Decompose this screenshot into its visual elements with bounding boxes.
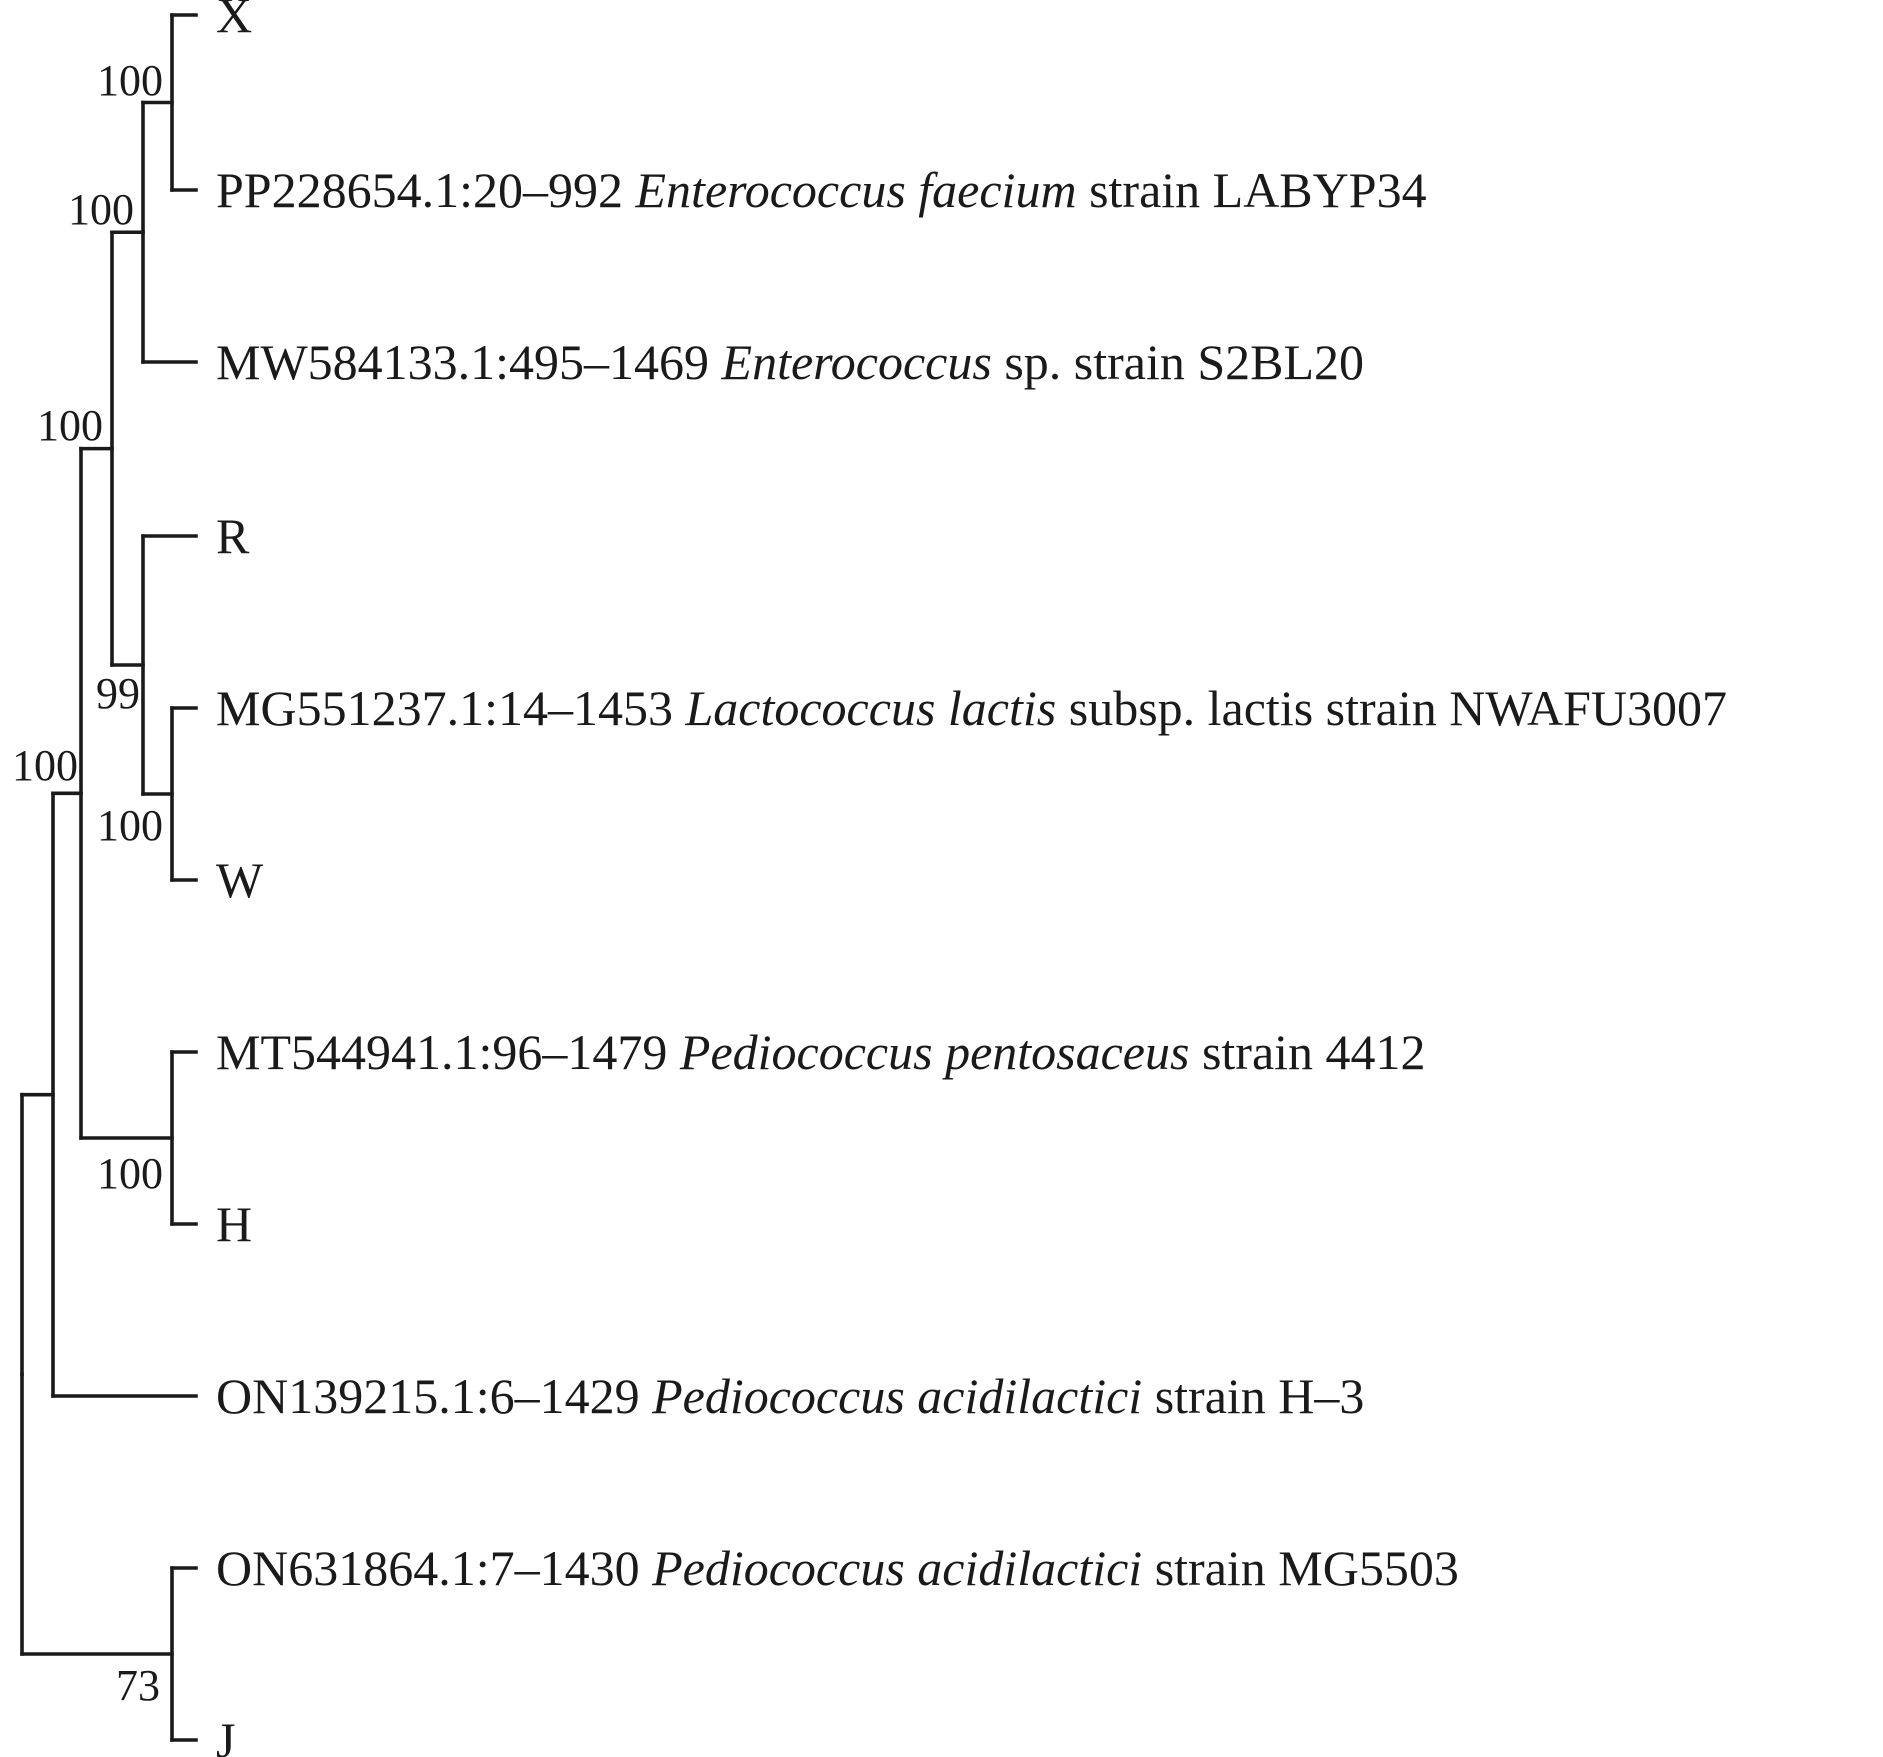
bootstrap-c_mt_h: 100 [97,1149,163,1198]
bootstrap-c_r_mg_w: 99 [96,669,140,718]
leaf-label-part: Pediococcus pentosaceus [679,1024,1190,1080]
leaf-label-part: Enterococcus [721,334,992,390]
leaf-label-part: strain LABYP34 [1076,162,1427,218]
bootstrap-c_ent_lacto: 100 [37,401,103,450]
leaf-label-part: MW584133.1:495–1469 [216,334,722,390]
leaf-label-part: subsp. lactis strain NWAFU3007 [1056,680,1728,736]
bootstrap-c_core: 100 [12,741,78,790]
bootstrap-c_on631_j: 73 [116,1661,160,1710]
leaf-label-part: strain MG5503 [1142,1540,1459,1596]
leaf-label-MW584133 [216,334,1364,390]
leaf-label-ON631864 [216,1540,1459,1596]
leaf-label-H [216,1196,252,1252]
leaf-label-part: X [216,0,253,43]
leaf-label-part: MG551237.1:14–1453 [216,680,686,736]
leaf-label-part: ON139215.1:6–1429 [216,1368,653,1424]
leaf-label-part: Enterococcus faecium [635,162,1077,218]
leaf-label-X [216,0,252,43]
leaf-label-part: Pediococcus acidilactici [652,1540,1143,1596]
leaf-label-part: MT544941.1:96–1479 [216,1024,680,1080]
leaf-label-PP228654 [216,162,1427,218]
leaf-label-J [216,1712,235,1757]
leaf-labels [216,0,1727,1757]
leaf-label-part: sp. strain S2BL20 [991,334,1365,390]
bootstrap-values [12,56,163,1710]
leaf-label-MG551237 [216,680,1727,736]
leaf-label-part: strain H–3 [1142,1368,1365,1424]
leaf-label-part: J [216,1712,236,1757]
leaf-label-R [216,508,250,564]
bootstrap-c_x_pp: 100 [97,56,163,105]
leaf-label-part: strain 4412 [1189,1024,1426,1080]
tree-branches [22,15,196,1740]
leaf-label-part: H [216,1196,253,1252]
leaf-label-part: Pediococcus acidilactici [652,1368,1143,1424]
leaf-label-part: Lactococcus lactis [685,680,1057,736]
leaf-label-part: W [216,852,264,908]
leaf-label-part: PP228654.1:20–992 [216,162,636,218]
leaf-label-W [216,852,264,908]
leaf-label-part: R [216,508,250,564]
bootstrap-c_enterococcus: 100 [68,185,134,234]
bootstrap-c_mg_w: 100 [97,801,163,850]
leaf-label-ON139215 [216,1368,1364,1424]
leaf-label-MT544941 [216,1024,1426,1080]
leaf-label-part: ON631864.1:7–1430 [216,1540,653,1596]
